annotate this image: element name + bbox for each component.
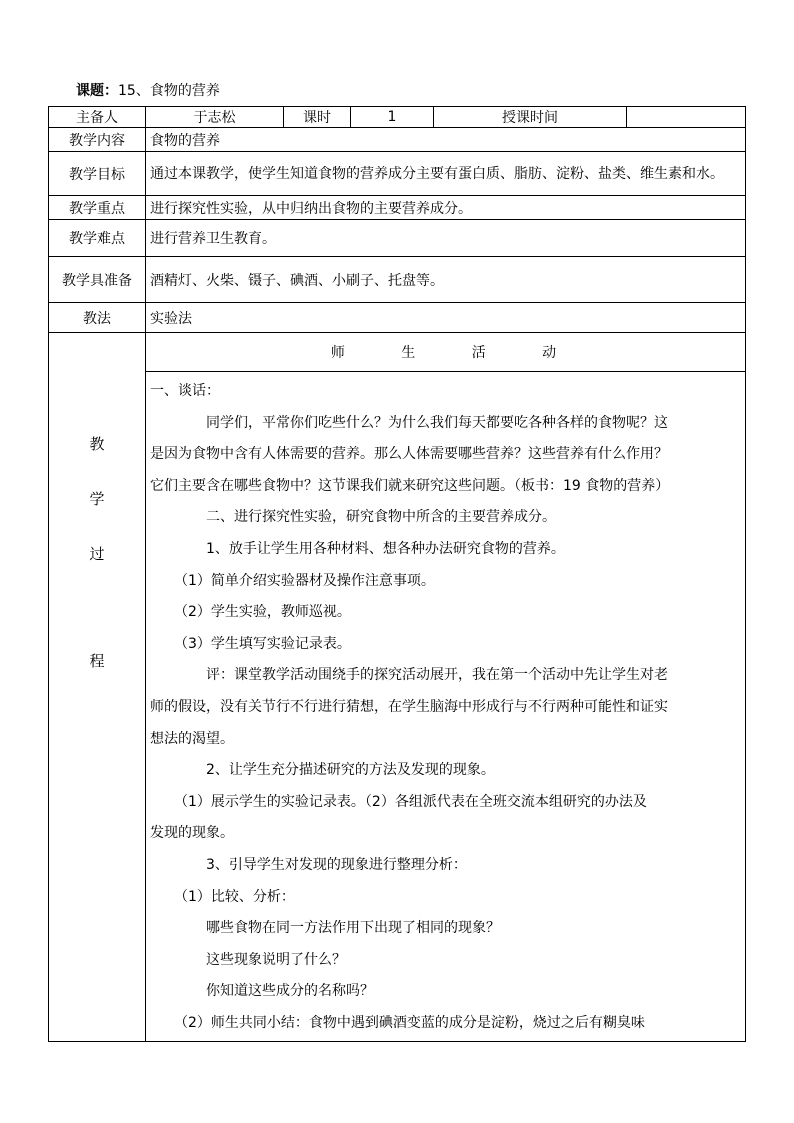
lesson-title-text: 15、食物的营养	[118, 83, 220, 99]
preparer-value: 于志松	[146, 107, 284, 128]
process-line: 发现的现象。	[150, 825, 234, 842]
tools-label: 教学具准备	[49, 257, 146, 303]
process-line: 3、引导学生对发现的现象进行整理分析：	[206, 856, 467, 873]
tools-row	[49, 257, 746, 303]
content-row	[49, 128, 746, 152]
content-label: 教学内容	[49, 128, 146, 152]
process-line: 评：课堂教学活动围绕手的探究活动展开，我在第一个活动中先让学生对老	[206, 667, 668, 684]
process-line: 同学们，平常你们吃些什么？为什么我们每天都要吃各种各样的食物呢？这	[206, 414, 668, 431]
process-line: （3）学生填写实验记录表。	[174, 635, 351, 652]
process-line: 是因为食物中含有人体需要的营养。那么人体需要哪些营养？这些营养有什么作用？	[150, 446, 668, 463]
process-line: 想法的渴望。	[150, 730, 234, 747]
process-line: （2）学生实验，教师巡视。	[174, 604, 351, 621]
process-header-row	[49, 333, 746, 372]
info-row	[49, 107, 746, 128]
process-line: 一、谈话：	[150, 383, 220, 399]
goal-value: 通过本课教学，使学生知道食物的营养成分主要有蛋白质、脂肪、淀粉、盐类、维生素和水。	[146, 152, 746, 196]
process-line: 师的假设，没有关节行不行进行猜想，在学生脑海中形成行与不行两种可能性和证实	[150, 698, 668, 715]
focus-label: 教学重点	[49, 196, 146, 220]
process-line: 哪些食物在同一方法作用下出现了相同的现象？	[206, 920, 500, 937]
difficulty-value: 进行营养卫生教育。	[146, 220, 746, 257]
process-line: 这些现象说明了什么？	[206, 951, 346, 968]
process-char-1: 教	[89, 435, 105, 453]
goal-label: 教学目标	[49, 152, 146, 196]
process-line: （2）师生共同小结：食物中遇到碘酒变蓝的成分是淀粉，烧过之后有糊臭味	[174, 1014, 645, 1031]
lesson-title-label: 课题：	[76, 83, 118, 99]
focus-row	[49, 196, 746, 220]
method-label: 教法	[49, 303, 146, 333]
method-value: 实验法	[146, 303, 746, 333]
period-label: 课时	[284, 107, 351, 128]
goal-row	[49, 152, 746, 196]
tools-value: 酒精灯、火柴、镊子、碘酒、小刷子、托盘等。	[146, 257, 746, 303]
process-line: 二、进行探究性实验，研究食物中所含的主要营养成分。	[206, 509, 556, 526]
process-body	[146, 372, 746, 1042]
content-value: 食物的营养	[146, 128, 746, 152]
process-char-2: 学	[89, 490, 105, 508]
preparer-label: 主备人	[49, 107, 146, 128]
date-value	[627, 107, 746, 128]
difficulty-row	[49, 220, 746, 257]
process-side-label	[49, 333, 146, 1042]
process-body-row	[49, 372, 746, 1042]
process-line: 2、让学生充分描述研究的方法及发现的现象。	[206, 762, 495, 779]
process-line: （1）展示学生的实验记录表。（2）各组派代表在全班交流本组研究的办法及	[174, 793, 647, 810]
activity-header: 师 生 活 动	[146, 333, 746, 372]
focus-value: 进行探究性实验，从中归纳出食物的主要营养成分。	[146, 196, 746, 220]
lesson-plan-table	[48, 106, 746, 1042]
difficulty-label: 教学难点	[49, 220, 146, 257]
process-char-3: 过	[89, 545, 105, 563]
process-line: 你知道这些成分的名称吗？	[206, 983, 374, 1000]
method-row	[49, 303, 746, 333]
process-line: 1、放手让学生用各种材料、想各种办法研究食物的营养。	[206, 540, 565, 557]
process-line: （1）简单介绍实验器材及操作注意事项。	[174, 572, 435, 589]
date-label: 授课时间	[434, 107, 627, 128]
process-char-4: 程	[89, 652, 105, 670]
lesson-title	[76, 82, 220, 100]
process-line: （1）比较、分析：	[174, 888, 295, 905]
process-line: 它们主要含在哪些食物中？这节课我们就来研究这些问题。（板书：19 食物的营养）	[150, 477, 670, 494]
period-value: 1	[351, 107, 434, 128]
